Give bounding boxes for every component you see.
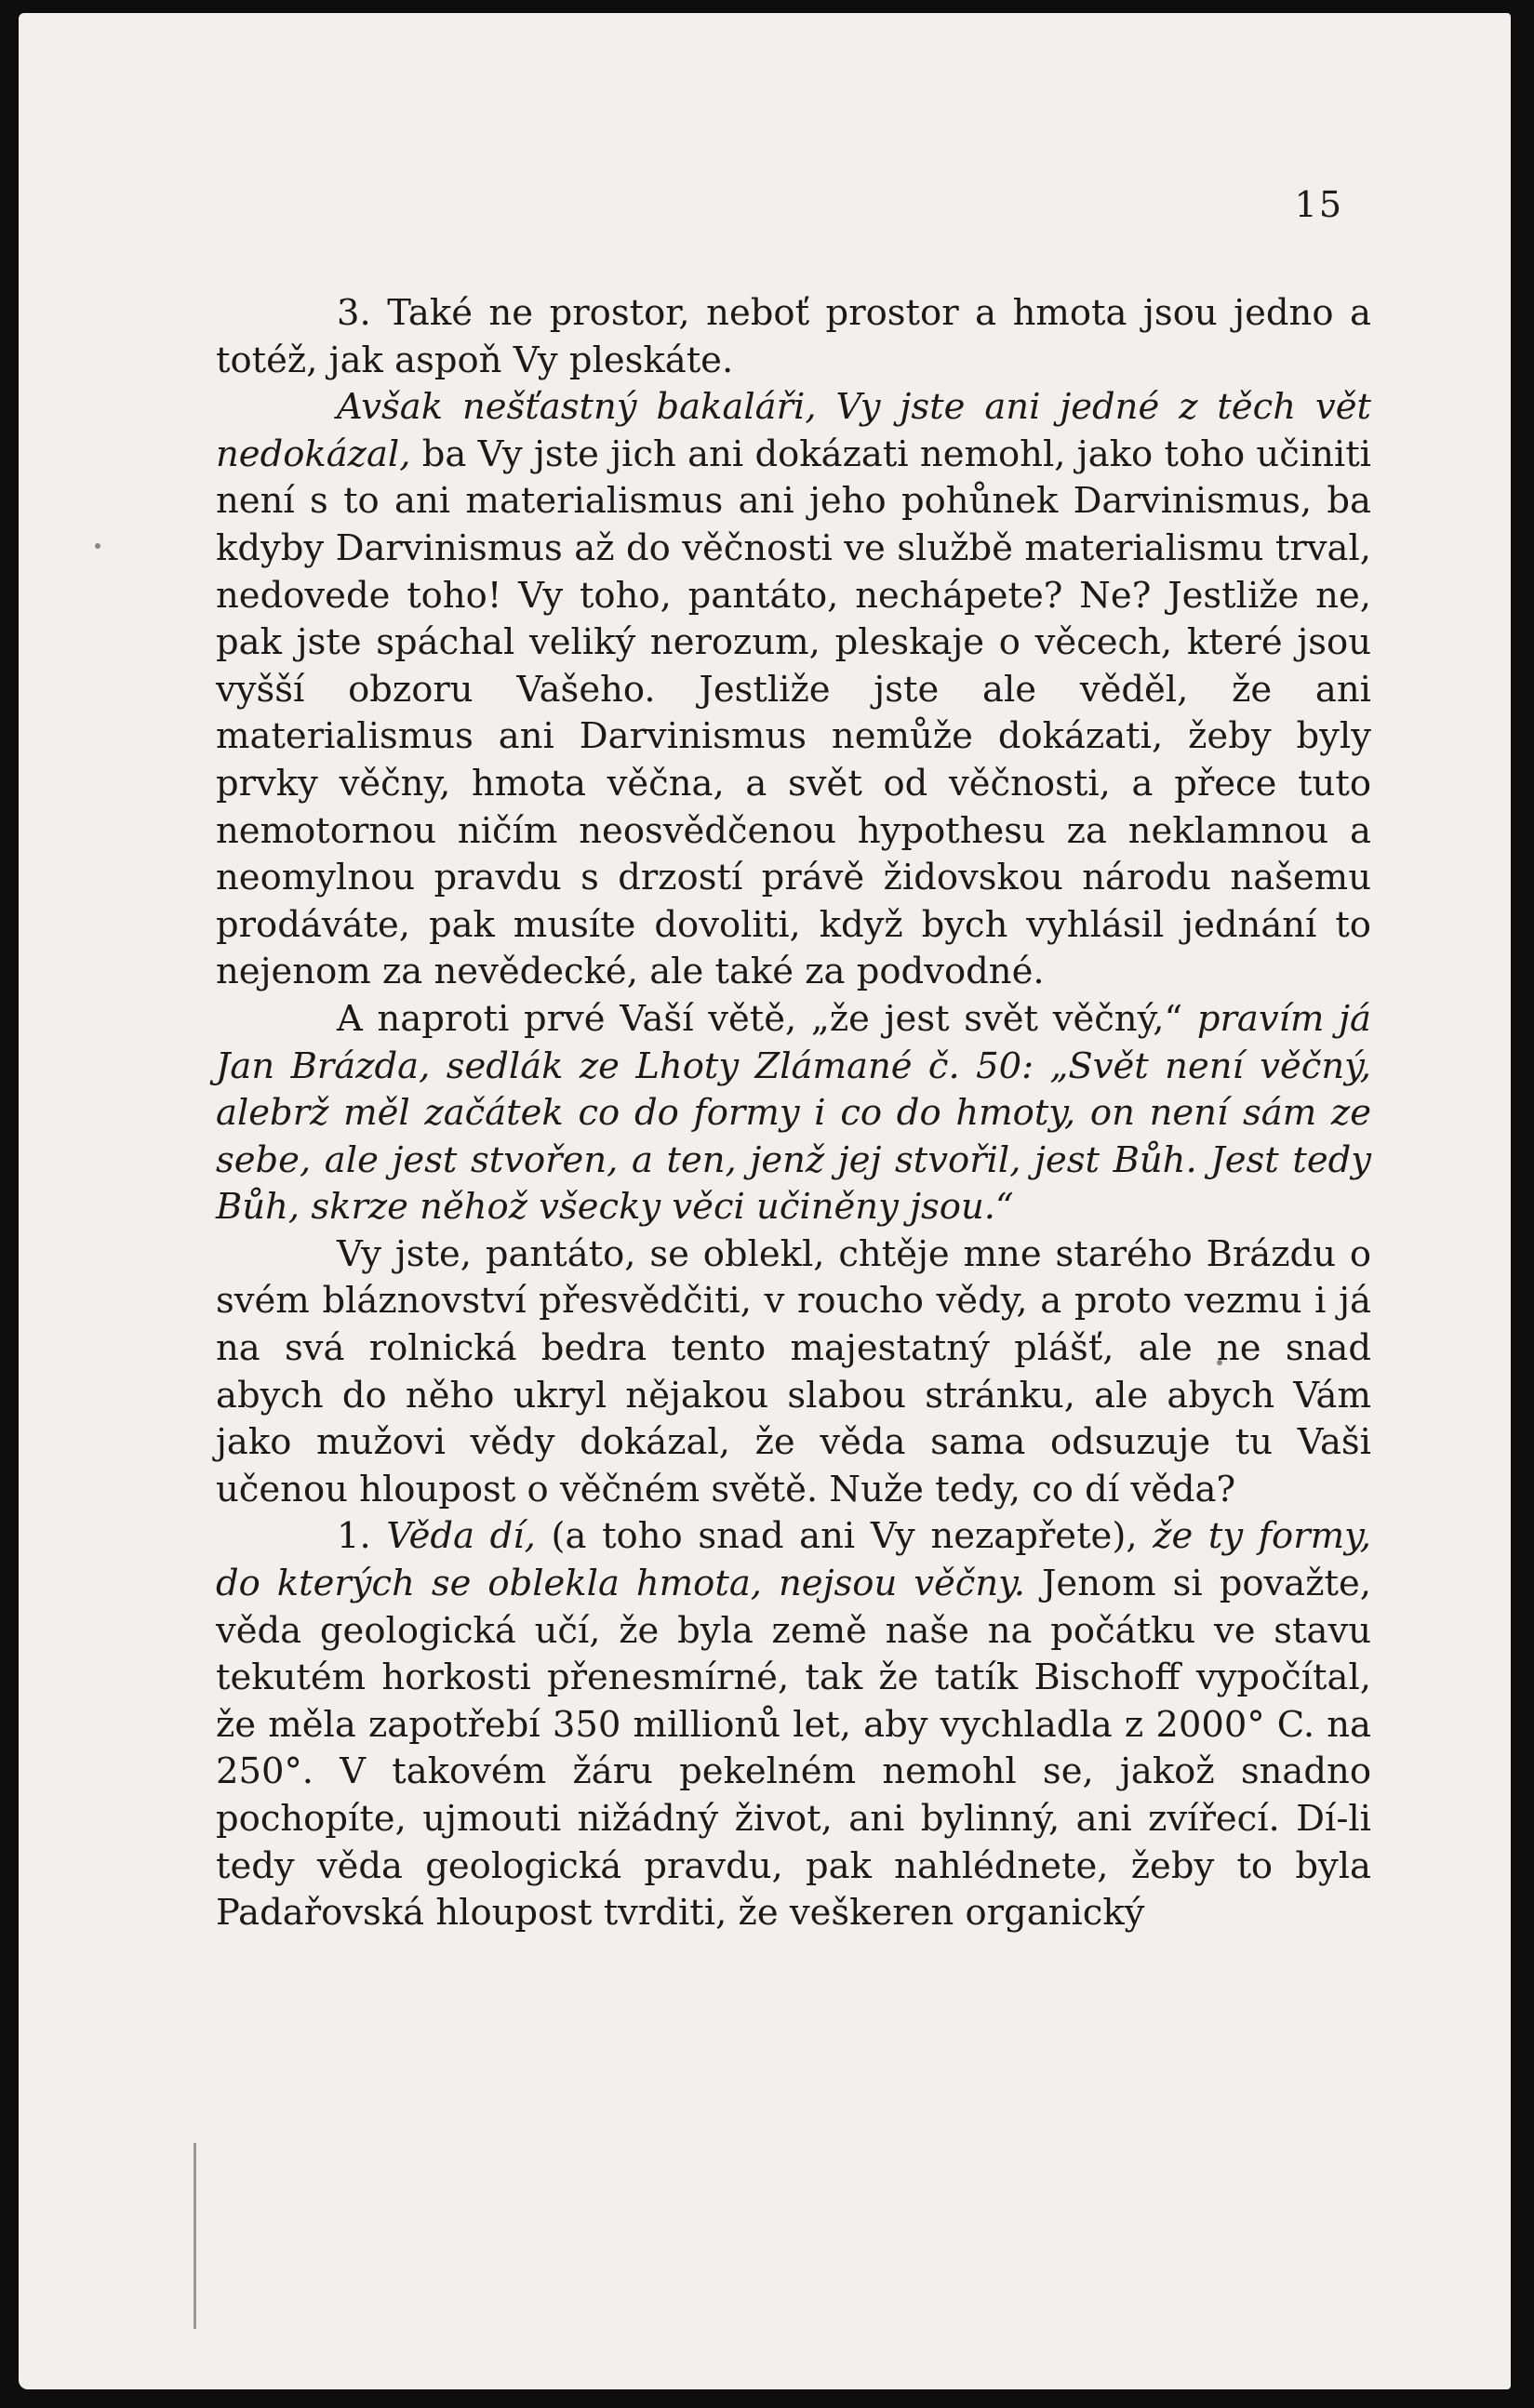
page-number: 15 (1294, 184, 1343, 225)
italic-text: že ty formy, do kterých se oblekla hmota, nejsou věčny. (216, 1515, 1371, 1605)
paragraph (216, 384, 1371, 996)
italic-text: Avšak nešťastný bakaláři, Vy jste ani jedné z těch vět nedokázal, (216, 386, 1371, 475)
speck (95, 543, 100, 549)
page-body (216, 290, 1371, 1937)
italic-text: pravím já Jan Brázda, sedlák ze Lhoty Zlámané č. 50: „Svět není věčný, alebrž měl začátek co do formy i co do hmoty, on není sám ze sebe, ale jest stvořen, a ten, jenž jej stvořil, jest Bůh. Jest tedy Bůh, skrze něhož všecky věci učiněny jsou.“ (216, 997, 1371, 1229)
item-number: 1. (337, 1515, 387, 1558)
paragraph-text: A naproti prvé Vaší větě, „že jest svět věčný,“ (337, 997, 1197, 1040)
book-page (19, 13, 1511, 2389)
paragraph: Vy jste, pantáto, se oblekl, chtěje mne starého Brázdu o svém bláznovství přesvědčiti, v roucho vědy, a proto vezmu i já na svá rolnická bedra tento majestatný plášť, ale ne snad abych do něho ukryl nějakou slabou stránku, ale abych Vám jako mužovi vědy dokázal, že věda sama odsuzuje tu Vaši učenou hloupost o věčném světě. Nuže tedy, co dí věda? (216, 1232, 1371, 1510)
paragraph (216, 1513, 1371, 1936)
pencil-mark (193, 2143, 196, 2329)
paragraph-text: Jenom si považte, věda geologická učí, že byla země naše na počátku ve stavu tekutém horkosti přenesmírné, tak že tatík Bischoff vypočítal, že měla zapotřebí 350 millionů let, aby vychladla z 2000° C. na 250°. V takovém žáru pekelném nemohl se, jakož snadno pochopíte, ujmouti nižádný život, ani bylinný, ani zvířecí. Dí-li tedy věda geologická pravdu, pak nahlédnete, žeby to byla Padařovská hloupost tvrditi, že veškeren organický (216, 1563, 1371, 1935)
paragraph-text: (a toho snad ani Vy nezapřete), (535, 1515, 1154, 1558)
paragraph (216, 996, 1371, 1231)
italic-text: Věda dí, (386, 1515, 536, 1558)
paragraph: 3. Také ne prostor, neboť prostor a hmota jsou jedno a totéž, jak aspoň Vy pleskáte. (216, 292, 1371, 381)
paragraph-text: ba Vy jste jich ani dokázati nemohl, jako toho učiniti není s to ani materialismus ani jeho pohůnek Darvinismus, ba kdyby Darvinismus až do věčnosti ve službě materialismu trval, nedovede toho! Vy toho, pantáto, nechápete? Ne? Jestliže ne, pak jste spáchal veliký nerozum, pleskaje o věcech, které jsou vyšší obzoru Vašeho. Jestliže jste ale věděl, že ani materialismus ani Darvinismus nemůže dokázati, žeby byly prvky věčny, hmota věčna, a svět od věčnosti, a přece tuto nemotornou ničím neosvědčenou hypothesu za neklamnou a neomylnou pravdu s drzostí právě židovskou národu našemu prodáváte, pak musíte dovoliti, když bych vyhlásil jednání to nejenom za nevědecké, ale také za podvodné. (216, 432, 1371, 993)
